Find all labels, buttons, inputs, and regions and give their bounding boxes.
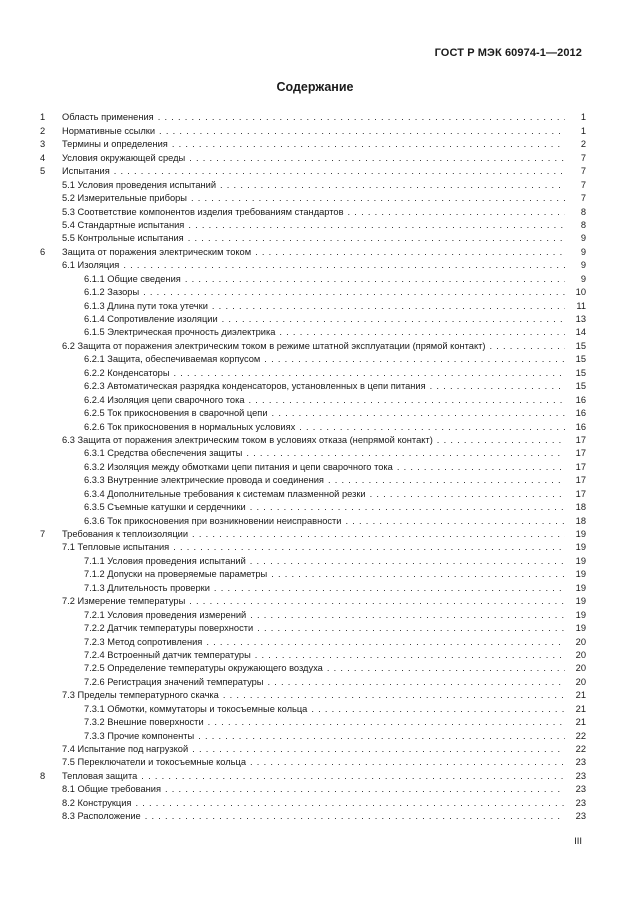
toc-entry-label: Требования к теплоизоляции <box>62 529 189 539</box>
toc-entry-page: 9 <box>580 260 586 271</box>
toc-entry <box>40 755 586 768</box>
toc-entry-number: 7 <box>40 529 46 539</box>
toc-entry <box>40 298 586 311</box>
toc-entry-page: 20 <box>575 663 586 674</box>
toc-entry-number: 8 <box>40 770 46 781</box>
toc-entry-page: 7 <box>580 193 586 204</box>
dot-leader <box>192 529 565 540</box>
toc-entry <box>40 446 586 459</box>
toc-entry-page: 17 <box>575 448 586 459</box>
toc-entry <box>40 607 586 620</box>
toc-entry-page: 17 <box>575 488 586 499</box>
dot-leader <box>206 637 565 648</box>
toc-entry-page: 22 <box>575 744 586 754</box>
toc-entry-page: 11 <box>576 300 586 311</box>
dot-leader <box>174 368 565 379</box>
toc-entry-label: 7.2.1 Условия проведения измерений <box>84 609 247 620</box>
dot-leader <box>141 771 565 782</box>
toc-entry-label: Испытания <box>62 166 110 177</box>
toc-entry-page: 20 <box>575 649 586 660</box>
toc-entry-label: 7.1.1 Условия проведения испытаний <box>84 555 246 566</box>
toc-entry <box>40 204 586 217</box>
toc-entry-label: 6.2.5 Ток прикосновения в сварочной цепи <box>84 408 268 419</box>
toc-entry-label: 7.3.3 Прочие компоненты <box>84 730 195 741</box>
document-code-header: ГОСТ Р МЭК 60974-1—2012 <box>434 47 582 59</box>
toc-entry-page: 19 <box>575 596 586 607</box>
toc-entry <box>40 634 586 647</box>
toc-entry-label: 6.1.1 Общие сведения <box>84 273 181 284</box>
toc-entry-label: 7.4 Испытание под нагрузкой <box>62 744 189 754</box>
toc-entry-page: 19 <box>575 542 586 553</box>
toc-entry-number: 5 <box>40 166 46 177</box>
dot-leader <box>246 448 565 459</box>
page-title: Содержание <box>276 80 354 94</box>
dot-leader <box>370 489 565 500</box>
toc-entry-label: 6.3.3 Внутренние электрические провода и соединения <box>84 475 324 486</box>
toc-entry-label: 6.3.2 Изоляция между обмотками цепи питания и цепи сварочного тока <box>84 461 393 472</box>
toc-entry <box>40 795 586 808</box>
dot-leader <box>172 139 565 150</box>
dot-leader <box>437 435 565 446</box>
toc-entry-label: 6.3.4 Дополнительные требования к системам плазменной резки <box>84 488 366 499</box>
toc-entry <box>40 379 586 392</box>
dot-leader <box>249 395 565 406</box>
dot-leader <box>159 126 565 137</box>
dot-leader <box>264 354 565 365</box>
dot-leader <box>191 193 565 204</box>
toc-entry <box>40 553 586 566</box>
toc-entry <box>40 258 586 271</box>
page-folio: III <box>574 836 582 847</box>
toc-entry-page: 17 <box>575 434 586 445</box>
toc-entry-page: 18 <box>575 515 586 526</box>
toc-entry-label: Тепловая защита <box>62 770 138 781</box>
dot-leader <box>220 180 565 191</box>
toc-entry <box>40 137 586 150</box>
toc-entry <box>40 742 586 755</box>
toc-entry-label: 6.2.3 Автоматическая разрядка конденсаторов, установленных в цепи питания <box>84 381 426 392</box>
toc-entry <box>40 244 586 257</box>
toc-entry-page: 14 <box>575 327 586 338</box>
toc-entry-page: 15 <box>575 367 586 378</box>
dot-leader <box>255 650 565 661</box>
toc-entry-label: 6.2 Защита от поражения электрическим током в режиме штатной эксплуатации (прямой контакт) <box>62 340 486 351</box>
toc-entry <box>40 325 586 338</box>
dot-leader <box>250 502 565 513</box>
toc-entry <box>40 352 586 365</box>
dot-leader <box>279 327 565 338</box>
toc-entry-page: 7 <box>580 166 586 177</box>
dot-leader <box>173 542 565 553</box>
toc-entry <box>40 110 586 123</box>
toc-entry-label: 7.1.2 Допуски на проверяемые параметры <box>84 569 268 580</box>
dot-leader <box>145 811 565 822</box>
dot-leader <box>123 260 565 271</box>
toc-entry <box>40 486 586 499</box>
toc-entry-page: 21 <box>575 717 586 728</box>
toc-entry <box>40 567 586 580</box>
toc-entry-label: 6.2.6 Ток прикосновения в нормальных условиях <box>84 421 296 432</box>
dot-leader <box>268 677 566 688</box>
toc-entry <box>40 513 586 526</box>
toc-entry-label: 5.2 Измерительные приборы <box>62 193 187 204</box>
toc-entry <box>40 728 586 741</box>
toc-entry-label: 6.3 Защита от поражения электрическим током в условиях отказа (непрямой контакт) <box>62 434 433 445</box>
toc-entry <box>40 231 586 244</box>
toc-entry-page: 20 <box>575 676 586 687</box>
toc-entry-label: 6.1.5 Электрическая прочность диэлектрика <box>84 327 276 338</box>
toc-entry-page: 19 <box>575 569 586 580</box>
toc-entry-page: 16 <box>575 421 586 432</box>
toc-entry-label: Область применения <box>62 112 154 123</box>
toc-entry-page: 17 <box>575 475 586 486</box>
toc-entry <box>40 433 586 446</box>
toc-entry-page: 22 <box>575 730 586 741</box>
toc-entry <box>40 527 586 540</box>
dot-leader <box>189 596 565 607</box>
toc-entry <box>40 459 586 472</box>
dot-leader <box>188 233 565 244</box>
table-of-contents <box>40 110 586 822</box>
toc-entry-page: 1 <box>580 125 586 136</box>
toc-entry-label: 5.4 Стандартные испытания <box>62 219 185 230</box>
toc-entry-page: 1 <box>580 112 586 123</box>
toc-entry-label: 7.3 Пределы температурного скачка <box>62 690 219 701</box>
toc-entry-page: 9 <box>580 246 586 257</box>
toc-entry-label: 7.2.4 Встроенный датчик температуры <box>84 649 251 660</box>
toc-entry-label: 6.3.5 Съемные катушки и сердечники <box>84 502 246 513</box>
toc-entry-page: 19 <box>575 609 586 620</box>
toc-entry <box>40 191 586 204</box>
toc-entry-page: 21 <box>575 703 586 714</box>
toc-entry <box>40 594 586 607</box>
toc-entry-page: 10 <box>575 287 586 298</box>
toc-entry-page: 8 <box>580 219 586 230</box>
toc-entry-page: 16 <box>575 408 586 419</box>
dot-leader <box>135 798 565 809</box>
toc-entry <box>40 218 586 231</box>
dot-leader <box>257 623 565 634</box>
toc-entry <box>40 661 586 674</box>
toc-entry-page: 9 <box>580 273 586 284</box>
toc-entry <box>40 621 586 634</box>
toc-entry <box>40 701 586 714</box>
toc-entry-number: 1 <box>40 112 46 123</box>
toc-entry-page: 13 <box>575 314 586 324</box>
dot-leader <box>222 314 565 325</box>
toc-entry-page: 17 <box>575 461 586 472</box>
toc-entry <box>40 768 586 781</box>
dot-leader <box>272 408 565 419</box>
dot-leader <box>430 381 565 392</box>
toc-entry <box>40 540 586 553</box>
dot-leader <box>397 462 565 473</box>
dot-leader <box>348 207 565 218</box>
toc-entry-label: 7.1 Тепловые испытания <box>62 542 170 553</box>
toc-entry <box>40 500 586 513</box>
toc-entry <box>40 419 586 432</box>
toc-entry-label: 7.1.3 Длительность проверки <box>84 582 210 593</box>
toc-entry-label: 6.1.3 Длина пути тока утечки <box>84 300 208 311</box>
dot-leader <box>208 717 565 728</box>
toc-entry <box>40 285 586 298</box>
dot-leader <box>212 301 565 312</box>
toc-entry <box>40 688 586 701</box>
dot-leader <box>327 663 565 674</box>
toc-entry-label: 6.2.2 Конденсаторы <box>84 367 170 378</box>
toc-entry-label: 7.2.2 Датчик температуры поверхности <box>84 623 254 634</box>
toc-entry-label: Термины и определения <box>62 139 168 150</box>
toc-entry <box>40 312 586 325</box>
toc-entry <box>40 715 586 728</box>
toc-entry-page: 20 <box>575 636 586 647</box>
toc-entry-label: 7.3.2 Внешние поверхности <box>84 717 204 728</box>
dot-leader <box>114 166 565 177</box>
toc-entry-label: 7.2.6 Регистрация значений температуры <box>84 676 264 687</box>
toc-entry <box>40 809 586 822</box>
toc-entry-label: 6.3.1 Средства обеспечения защиты <box>84 448 243 459</box>
toc-entry-label: Защита от поражения электрическим током <box>62 246 252 257</box>
toc-entry-label: 7.5 Переключатели и токосъемные кольца <box>62 757 247 768</box>
toc-entry <box>40 365 586 378</box>
toc-entry-label: 6.2.4 Изоляция цепи сварочного тока <box>84 394 245 405</box>
toc-entry-label: 8.3 Расположение <box>62 811 141 822</box>
toc-entry-page: 21 <box>575 690 586 701</box>
toc-entry-label: 6.2.1 Защита, обеспечиваемая корпусом <box>84 354 261 365</box>
toc-entry-page: 15 <box>575 340 586 351</box>
toc-entry-label: 7.2 Измерение температуры <box>62 596 186 607</box>
dot-leader <box>250 556 565 567</box>
toc-entry <box>40 123 586 136</box>
toc-entry-label: 6.3.6 Ток прикосновения при возникновении неисправности <box>84 515 342 526</box>
toc-entry-page: 7 <box>580 152 586 163</box>
dot-leader <box>189 153 565 164</box>
dot-leader <box>250 757 565 768</box>
toc-entry-label: Условия окружающей среды <box>62 152 186 163</box>
toc-entry-page: 15 <box>575 354 586 365</box>
toc-entry-page: 8 <box>580 206 586 217</box>
toc-entry-number: 4 <box>40 152 46 163</box>
dot-leader <box>346 516 566 527</box>
toc-entry-label: Нормативные ссылки <box>62 125 156 136</box>
dot-leader <box>489 341 565 352</box>
toc-entry-page: 18 <box>575 502 586 513</box>
toc-entry <box>40 392 586 405</box>
toc-entry <box>40 177 586 190</box>
toc-entry-label: 7.3.1 Обмотки, коммутаторы и токосъемные кольца <box>84 703 308 714</box>
toc-entry-page: 16 <box>575 394 586 405</box>
dot-leader <box>255 247 565 258</box>
toc-entry-label: 6.1.4 Сопротивление изоляции <box>84 314 218 324</box>
dot-leader <box>250 610 565 621</box>
toc-entry <box>40 271 586 284</box>
toc-entry-label: 5.1 Условия проведения испытаний <box>62 179 217 190</box>
toc-entry-page: 2 <box>580 139 586 150</box>
toc-entry-number: 6 <box>40 246 46 257</box>
toc-entry-page: 9 <box>580 233 586 244</box>
toc-entry-page: 19 <box>575 623 586 634</box>
toc-entry-label: 7.2.3 Метод сопротивления <box>84 636 203 647</box>
toc-entry-page: 23 <box>575 784 586 795</box>
toc-entry <box>40 150 586 163</box>
dot-leader <box>271 569 565 580</box>
toc-entry-page: 23 <box>575 770 586 781</box>
toc-entry <box>40 338 586 351</box>
toc-entry-page: 23 <box>575 757 586 768</box>
dot-leader <box>185 274 565 285</box>
toc-entry-page: 23 <box>575 797 586 808</box>
toc-entry-label: 7.2.5 Определение температуры окружающего воздуха <box>84 663 323 674</box>
dot-leader <box>158 112 565 123</box>
toc-entry-page: 15 <box>575 381 586 392</box>
toc-entry <box>40 648 586 661</box>
dot-leader <box>165 784 565 795</box>
dot-leader <box>188 220 565 231</box>
toc-entry-page: 7 <box>580 179 586 190</box>
toc-entry-page: 19 <box>575 555 586 566</box>
dot-leader <box>192 744 565 755</box>
dot-leader <box>143 287 565 298</box>
dot-leader <box>223 690 565 701</box>
toc-entry <box>40 473 586 486</box>
toc-entry <box>40 674 586 687</box>
dot-leader <box>311 704 565 715</box>
toc-entry-label: 5.3 Соответствие компонентов изделия требованиям стандартов <box>62 206 344 217</box>
dot-leader <box>328 475 565 486</box>
toc-entry-label: 6.1.2 Зазоры <box>84 287 140 298</box>
toc-entry-number: 2 <box>40 125 46 136</box>
toc-entry-page: 19 <box>575 582 586 593</box>
toc-entry-page: 23 <box>575 811 586 822</box>
toc-entry-page: 19 <box>575 529 586 539</box>
toc-entry <box>40 782 586 795</box>
toc-entry <box>40 164 586 177</box>
toc-entry-label: 8.2 Конструкция <box>62 797 132 808</box>
toc-entry-number: 3 <box>40 139 46 150</box>
toc-entry-label: 5.5 Контрольные испытания <box>62 233 184 244</box>
toc-entry <box>40 580 586 593</box>
toc-entry-label: 6.1 Изоляция <box>62 260 120 271</box>
dot-leader <box>299 422 565 433</box>
dot-leader <box>198 731 565 742</box>
dot-leader <box>214 583 565 594</box>
toc-entry-label: 8.1 Общие требования <box>62 784 162 795</box>
toc-entry <box>40 406 586 419</box>
